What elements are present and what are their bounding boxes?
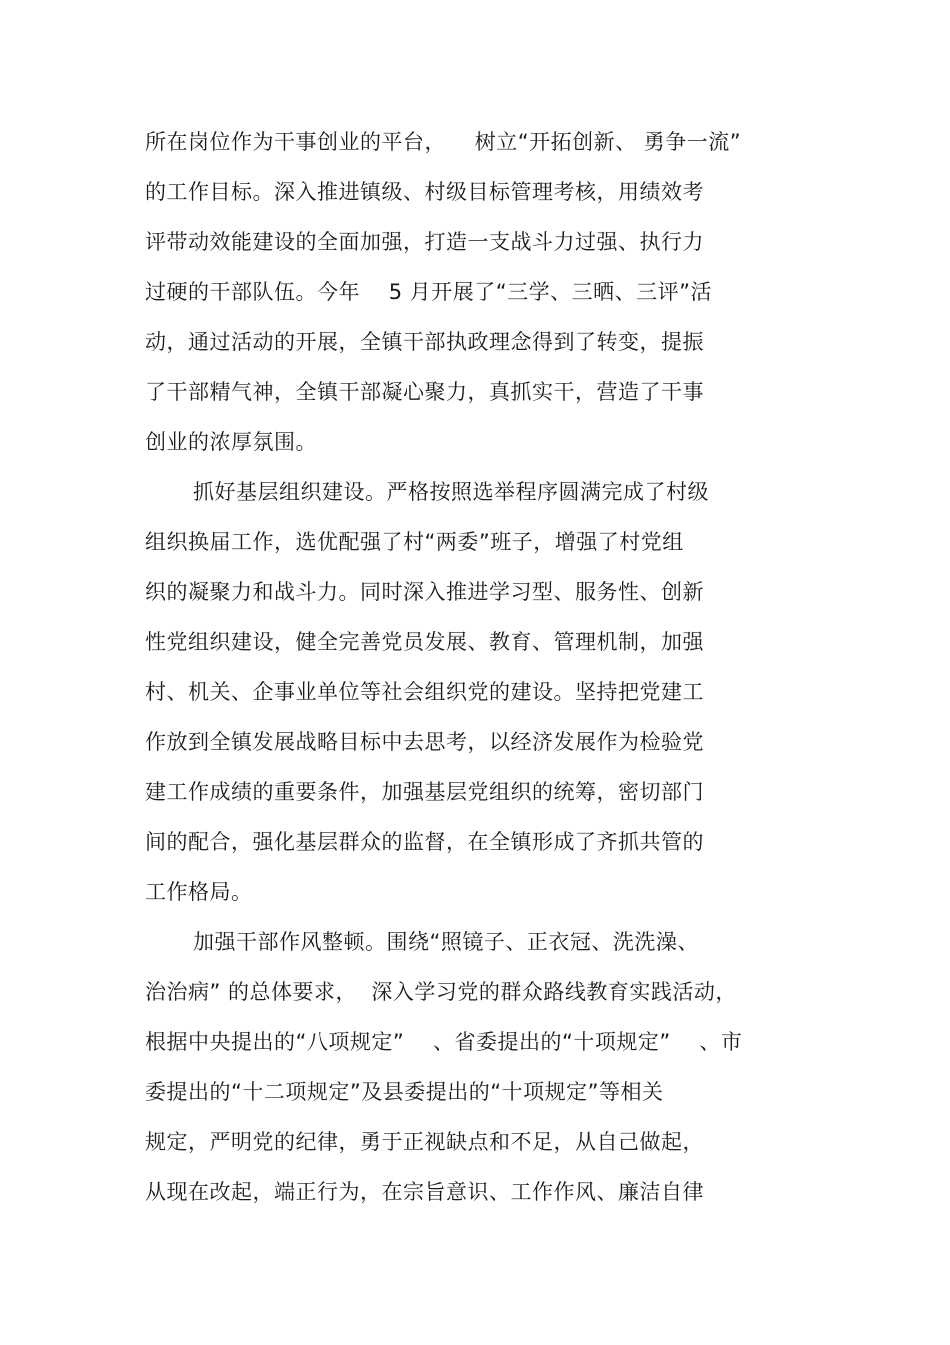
text-line: 建工作成绩的重要条件，加强基层党组织的统筹，密切部门: [145, 780, 704, 804]
text-line: 了干部精气神，全镇干部凝心聚力，真抓实干，营造了干事: [145, 380, 704, 404]
text-line: 委提出的“十二项规定”及县委提出的“十项规定”等相关: [145, 1080, 664, 1104]
text-line: 从现在改起，端正行为，在宗旨意识、工作作风、廉洁自律: [145, 1180, 704, 1204]
text-line: 工作格局。: [145, 880, 253, 904]
text-line: 过硬的干部队伍。今年 5 月开展了“三学、三晒、三评”活: [145, 280, 712, 304]
text-line: 的工作目标。深入推进镇级、村级目标管理考核，用绩效考: [145, 180, 704, 204]
paragraph-first-line: 加强干部作风整顿。围绕“照镜子、正衣冠、洗洗澡、: [193, 930, 699, 954]
text-line: 治治病” 的总体要求， 深入学习党的群众路线教育实践活动，: [145, 980, 737, 1004]
text-line: 作放到全镇发展战略目标中去思考，以经济发展作为检验党: [145, 730, 704, 754]
text-line: 创业的浓厚氛围。: [145, 430, 317, 454]
text-line: 组织换届工作，选优配强了村“两委”班子，增强了村党组: [145, 530, 684, 554]
text-line: 间的配合，强化基层群众的监督，在全镇形成了齐抓共管的: [145, 830, 704, 854]
text-line: 评带动效能建设的全面加强，打造一支战斗力过强、执行力: [145, 230, 704, 254]
text-line: 织的凝聚力和战斗力。同时深入推进学习型、服务性、创新: [145, 580, 704, 604]
text-line: 性党组织建设，健全完善党员发展、教育、管理机制，加强: [145, 630, 704, 654]
text-line: 规定，严明党的纪律，勇于正视缺点和不足，从自己做起，: [145, 1130, 704, 1154]
text-line: 根据中央提出的“八项规定” 、省委提出的“十项规定” 、市: [145, 1030, 743, 1054]
text-line: 动，通过活动的开展，全镇干部执政理念得到了转变，提振: [145, 330, 704, 354]
text-line: 所在岗位作为干事创业的平台， 树立“开拓创新、 勇争一流”: [145, 130, 742, 154]
text-line: 村、机关、企事业单位等社会组织党的建设。坚持把党建工: [145, 680, 704, 704]
paragraph-first-line: 抓好基层组织建设。严格按照选举程序圆满完成了村级: [193, 480, 709, 504]
